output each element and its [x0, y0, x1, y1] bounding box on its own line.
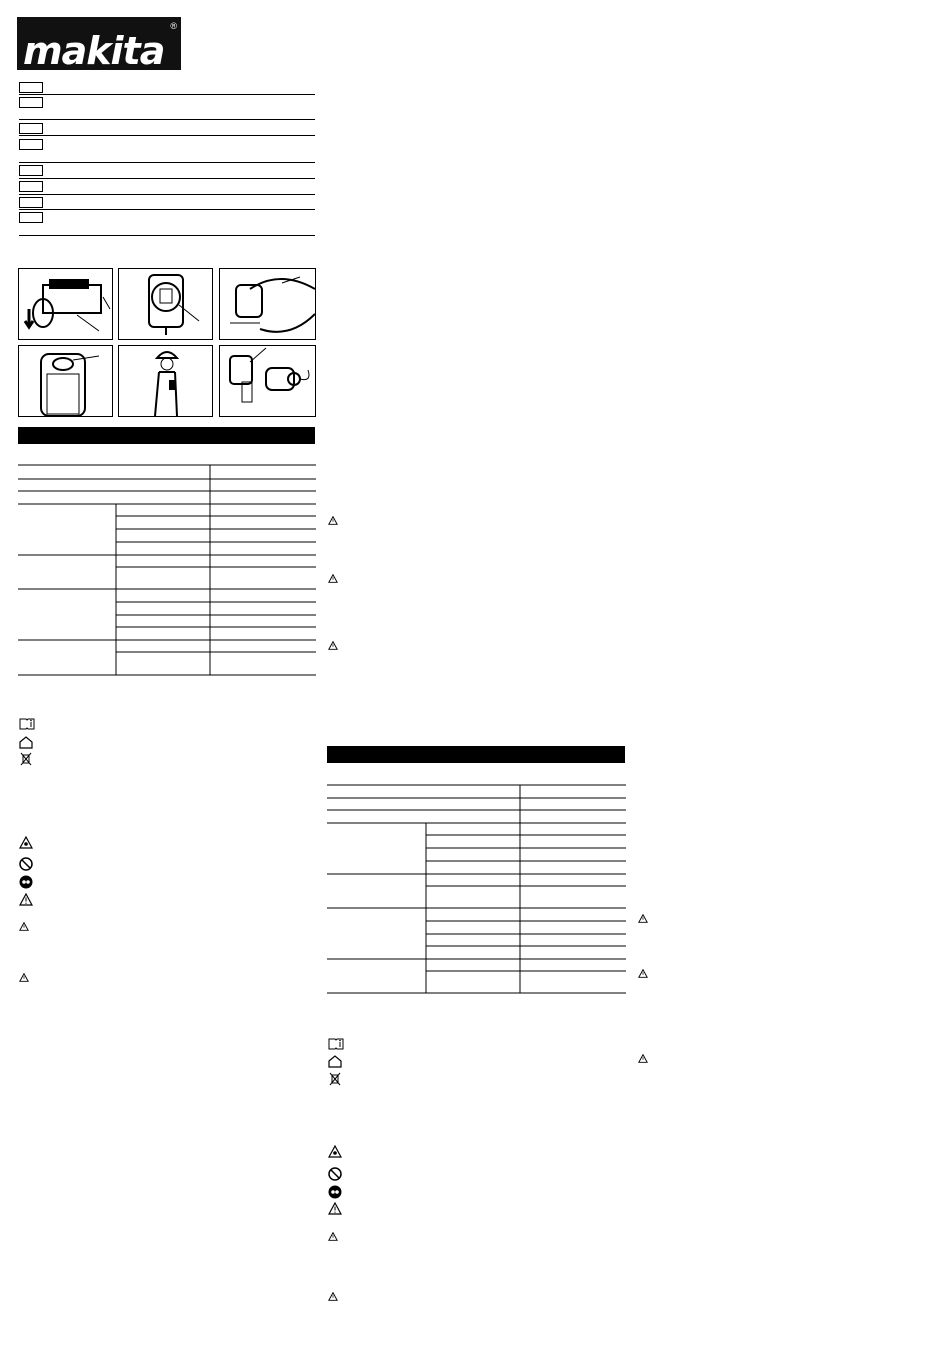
section-banner-left	[18, 427, 315, 444]
divider	[19, 194, 315, 195]
makita-logo	[17, 17, 181, 73]
divider	[19, 209, 315, 210]
warning-triangle-icon	[328, 516, 338, 525]
read-manual-icon	[19, 718, 35, 730]
figure-2	[118, 268, 213, 340]
figure-6	[219, 345, 316, 417]
warning-triangle-icon	[638, 914, 648, 923]
divider	[19, 135, 315, 136]
divider	[19, 119, 315, 120]
eye-hazard-icon	[328, 1145, 342, 1158]
read-manual-icon	[328, 1038, 344, 1050]
language-box	[19, 82, 43, 93]
warning-triangle-icon	[328, 1232, 338, 1241]
no-stare-icon	[328, 1167, 342, 1181]
section-banner-middle	[327, 746, 625, 763]
spec-table-left	[18, 460, 316, 680]
warning-triangle-icon	[328, 1202, 342, 1215]
eye-hazard-icon	[19, 836, 33, 849]
divider	[19, 94, 315, 95]
warning-triangle-icon	[19, 973, 29, 982]
warning-triangle-icon	[638, 1054, 648, 1063]
figure-4	[18, 345, 113, 417]
warning-triangle-icon	[19, 922, 29, 931]
no-stare-icon	[19, 857, 33, 871]
language-box	[19, 181, 43, 192]
registered-mark: ®	[170, 21, 177, 31]
indoor-use-icon	[19, 736, 33, 749]
language-box	[19, 123, 43, 134]
warning-triangle-icon	[19, 893, 33, 906]
language-box	[19, 197, 43, 208]
divider	[19, 235, 315, 236]
language-box	[19, 97, 43, 108]
warning-triangle-icon	[328, 574, 338, 583]
language-box	[19, 212, 43, 223]
logo-wordmark: makita	[23, 29, 165, 73]
figure-3	[219, 268, 316, 340]
warning-triangle-icon	[328, 1292, 338, 1301]
crossed-bin-icon	[329, 1072, 341, 1086]
figure-5	[118, 345, 213, 417]
divider	[19, 178, 315, 179]
spec-table-middle	[327, 780, 626, 1000]
divider	[19, 162, 315, 163]
figure-1	[18, 268, 113, 340]
language-box	[19, 139, 43, 150]
warning-triangle-icon	[328, 641, 338, 650]
warning-triangle-icon	[638, 969, 648, 978]
language-box	[19, 165, 43, 176]
crossed-bin-icon	[20, 752, 32, 766]
indoor-use-icon	[328, 1055, 342, 1068]
wear-goggles-icon	[19, 875, 33, 889]
wear-goggles-icon	[328, 1185, 342, 1199]
